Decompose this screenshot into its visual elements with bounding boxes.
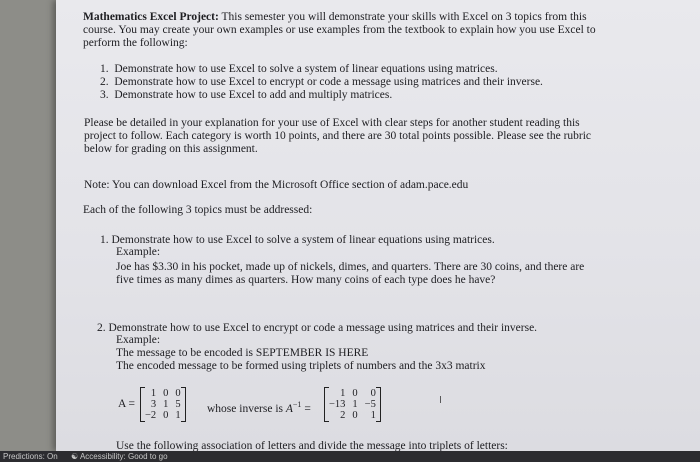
topic-1-line-2: five times as many dimes as quarters. How many coins of each type does he have? — [116, 274, 496, 286]
detail-line-2: project to follow. Each category is worth 10 points, and there are 30 total points possible. Please see the rubric — [84, 130, 592, 142]
download-note: Note: You can download Excel from the Microsoft Office section of adam.pace.edu — [84, 179, 469, 191]
topic-2-example-label: Example: — [116, 334, 161, 346]
topic-2-line-2: The encoded message to be formed using triplets of numbers and the 3x3 matrix — [116, 360, 486, 372]
document-page — [56, 0, 700, 451]
list-item: 3. Demonstrate how to use Excel to add and multiply matrices. — [100, 89, 393, 101]
matrix-a-inverse: 1 0 0 −13 1 −5 2 0 1 — [324, 388, 381, 421]
project-title: Mathematics Excel Project: — [83, 11, 219, 23]
topic-1-example-label: Example: — [116, 246, 161, 258]
topic-2-heading: 2. Demonstrate how to use Excel to encrypt or code a message using matrices and their inverse. — [97, 322, 538, 334]
list-item: 2. Demonstrate how to use Excel to encrypt or code a message using matrices and their inverse. — [100, 76, 543, 88]
intro-line-2: course. You may create your own examples or use examples from the textbook to explain how you use Excel to — [83, 24, 596, 36]
inverse-phrase: whose inverse is $A^{-1}$ = — [207, 400, 311, 415]
accessibility-status[interactable]: ☯ Accessibility: Good to go — [71, 452, 168, 461]
matrix-a-label: A = — [118, 398, 136, 410]
topic-1-line-1: Joe has $3.30 in his pocket, made up of nickels, dimes, and quarters. There are 30 coins, and there are — [116, 261, 585, 273]
detail-line-1: Please be detailed in your explanation for your use of Excel with clear steps for another student reading this — [84, 117, 580, 129]
accessibility-icon: ☯ — [71, 452, 79, 461]
intro-text-1: This semester you will demonstrate your skills with Excel on 3 topics from this — [218, 11, 587, 23]
list-item: 1. Demonstrate how to use Excel to solve a system of linear equations using matrices. — [100, 63, 498, 75]
intro-line-3: perform the following: — [83, 37, 188, 49]
detail-line-3: below for grading on this assignment. — [84, 143, 258, 155]
text-cursor-icon: I — [439, 395, 442, 406]
predictions-status[interactable]: Predictions: On — [3, 452, 58, 461]
topic-2-line-1: The message to be encoded is SEPTEMBER IS HERE — [116, 347, 369, 359]
matrix-a: 1 0 0 3 1 5 −2 0 1 — [140, 388, 186, 421]
topics-intro: Each of the following 3 topics must be addressed: — [83, 204, 313, 216]
status-bar — [0, 451, 700, 462]
topic-1-heading: 1. Demonstrate how to use Excel to solve a system of linear equations using matrices. — [100, 234, 495, 246]
intro-line-1 — [83, 11, 587, 24]
letters-association-line: Use the following association of letters and divide the message into triplets of letters: — [116, 440, 508, 451]
